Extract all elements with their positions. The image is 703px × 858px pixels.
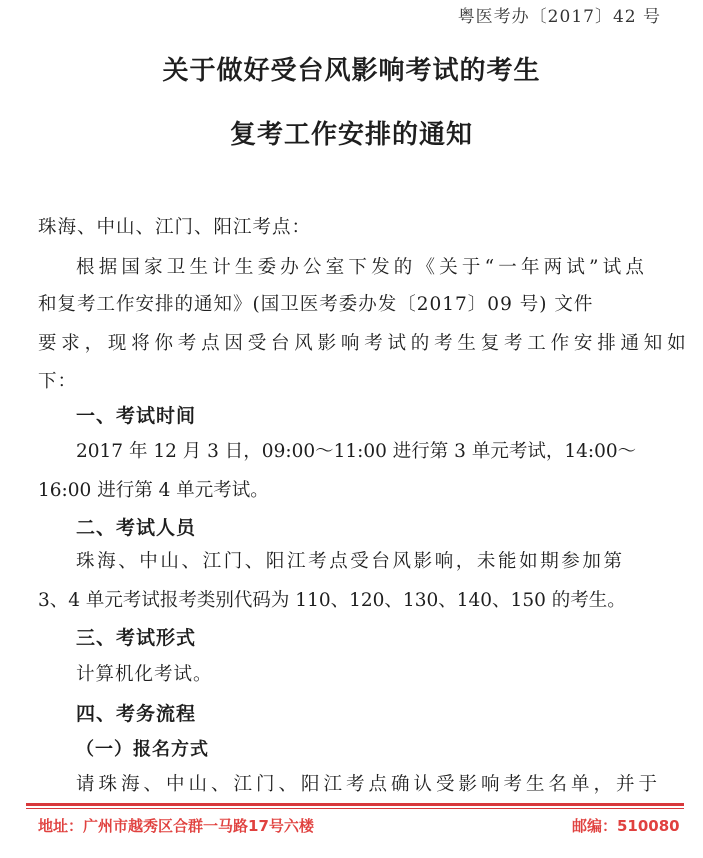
section-4-heading: 四、考务流程 xyxy=(76,703,197,725)
footer-postcode: 邮编：510080 xyxy=(572,817,680,835)
paragraph-1-line-3: 要求，现将你考点因受台风影响考试的考生复考工作安排通知如 xyxy=(38,333,691,354)
document-title-line-1: 关于做好受台风影响考试的考生 xyxy=(162,56,541,86)
section-2-heading: 二、考试人员 xyxy=(76,517,197,539)
footer-address: 地址：广州市越秀区合群一马路17号六楼 xyxy=(38,817,314,835)
section-4-line-1: 请珠海、中山、江门、阳江考点确认受影响考生名单，并于 xyxy=(76,774,662,795)
paragraph-1-line-1: 根据国家卫生计生委办公室下发的《关于“一年两试”试点 xyxy=(76,257,649,278)
section-2-line-1: 珠海、中山、江门、阳江考点受台风影响，未能如期参加第 xyxy=(76,551,625,572)
document-title-line-2: 复考工作安排的通知 xyxy=(229,120,473,150)
footer-rule-thin xyxy=(26,808,684,809)
section-3-heading: 三、考试形式 xyxy=(76,627,197,649)
paragraph-1-line-2: 和复考工作安排的通知》(国卫医考委办发〔2017〕09 号) 文件 xyxy=(38,294,594,315)
section-4-subheading: （一）报名方式 xyxy=(76,739,209,760)
recipients-line: 珠海、中山、江门、阳江考点： xyxy=(38,217,312,238)
section-2-line-2: 3、4 单元考试报考类别代码为 110、120、130、140、150 的考生。 xyxy=(38,590,626,611)
paragraph-1-line-4: 下： xyxy=(38,371,78,392)
section-1-line-1: 2017 年 12 月 3 日，09:00～11:00 进行第 3 单元考试，14:00～ xyxy=(76,441,637,462)
section-1-heading: 一、考试时间 xyxy=(76,405,197,427)
footer-rule-thick xyxy=(26,803,684,806)
section-3-line-1: 计算机化考试。 xyxy=(76,664,213,685)
document-number: 粤医考办〔2017〕42 号 xyxy=(457,7,661,27)
section-1-line-2: 16:00 进行第 4 单元考试。 xyxy=(38,480,269,501)
